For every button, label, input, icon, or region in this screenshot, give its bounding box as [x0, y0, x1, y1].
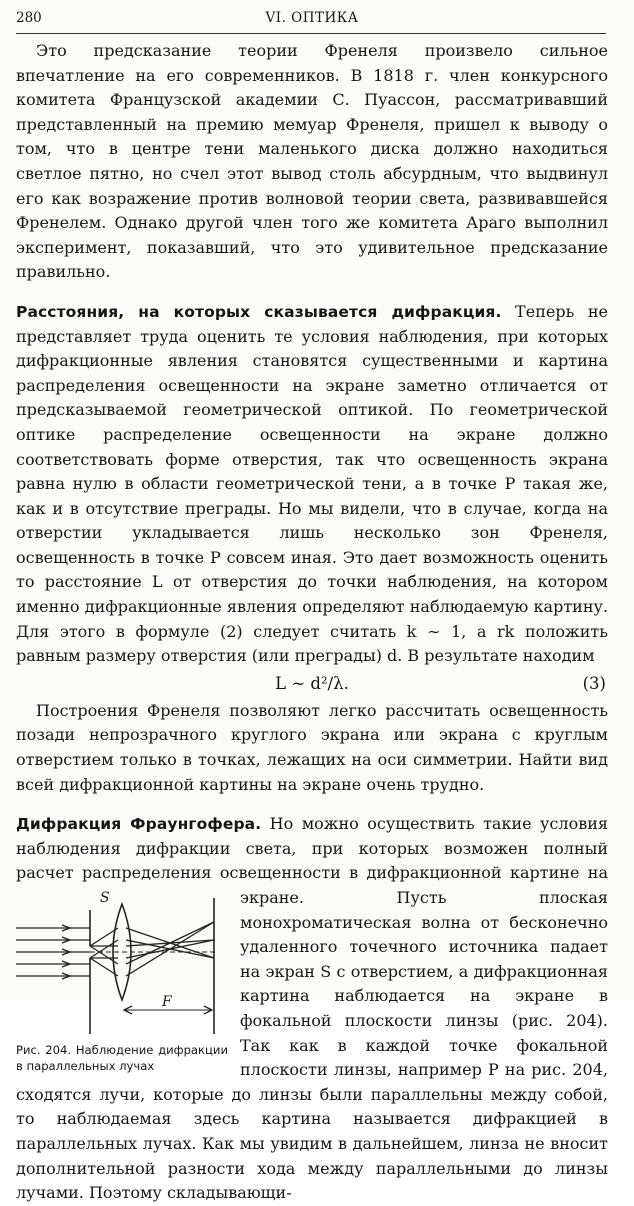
paragraph-text-continued: Пусть плоская монохроматическая волна от бесконечно удаленного точечного источника падает на экран S с отверстием, а дифракционная картина наблюдается на экране в фокальной плоскости линзы (рис. 204). Так как в каждой точке фокальной плоскости линзы, например P на рис. 204, сходятся лучи, которые до линзы были параллельны между собой, то наблюдаемая здесь картина называется дифракцией в параллельных лучах. Как мы увидим в дальнейшем, линза не вносит дополнительной разности хода между параллельными до линзы лучами. Поэтому складывающи- — [16, 888, 608, 1203]
section-title-distances: Расстояния, на которых сказывается дифракция. — [16, 302, 502, 321]
section-title-fraunhofer: Дифракция Фраунгофера. — [16, 815, 262, 834]
chapter-running-head: VI. ОПТИКА — [265, 10, 359, 26]
paragraph-fraunhofer — [16, 812, 608, 1206]
formula-3 — [16, 669, 608, 699]
diffraction-diagram — [14, 888, 228, 1038]
figure-caption: Рис. 204. Наблюдение дифракции в параллельных лучах — [16, 1043, 228, 1073]
paragraph-poisson-spot — [16, 39, 608, 285]
formula-text: L ∼ d²/λ. — [275, 673, 349, 693]
incident-rays — [16, 925, 90, 979]
figure-204 — [14, 888, 228, 1076]
header-rule — [16, 33, 606, 34]
paragraph-diffraction-distances — [16, 300, 608, 669]
page-number: 280 — [16, 10, 42, 26]
page-header — [16, 10, 608, 32]
focal-length-label: F — [162, 994, 172, 1010]
paragraph-text-intro: Но можно осуществить такие условия наблюдения дифракции света, при которых возможен полный расчет распределения освещенности в дифракционной картине на экране. — [16, 814, 608, 907]
paragraph-text: Теперь не представляет труда оценить те условия наблюдения, при которых дифракционные явления становятся существенными и картина распределения освещенности на экране заметно отличается от предсказываемой геометрической оптикой. По геометрической оптике распределение освещенности на экране должно соответствовать форме отверстия, так что освещенность экрана равна нулю в области геометрической тени, а в точке P такая же, как и в отсутствие преграды. Но мы видели, что в случае, когда на отверстии укладывается лишь несколько зон Френеля, освещенность в точке P совсем иная. Это дает возможность оценить то расстояние L от отверстия до точки наблюдения, на котором именно дифракционные явления определяют наблюдаемую картину. Для этого в формуле (2) следует считать k ∼ 1, а rk положить равным размеру отверстия (или преграды) d. В результате находим — [16, 301, 608, 666]
converging-rays — [126, 922, 214, 976]
paragraph-text: Построения Френеля позволяют легко рассчитать освещенность позади непрозрачного круглого экрана или экрана с круглым отверстием только в точках, лежащих на оси симметрии. Найти вид всей дифракционной картины на экране очень трудно. — [16, 700, 608, 794]
equation-number: (3) — [582, 673, 606, 693]
page-body — [16, 39, 608, 1206]
paragraph-text: Это предсказание теории Френеля произвело сильное впечатление на его современников. В 1818 г. член конкурсного комитета Французской академии С. Пуассон, рассматривавший представленный на премию мемуар Френеля, пришел к выводу о том, что в центре тени маленького диска должно находиться светлое пятно, но счел этот вывод столь абсурдным, что выдвинул его как возражение против волновой теории света, развивавшейся Френелем. Однако другой член того же комитета Араго выполнил эксперимент, показавший, что это удивительное предсказание правильно. — [16, 41, 608, 282]
screen-label: S — [100, 890, 110, 906]
paragraph-fresnel-constructions — [16, 699, 608, 797]
